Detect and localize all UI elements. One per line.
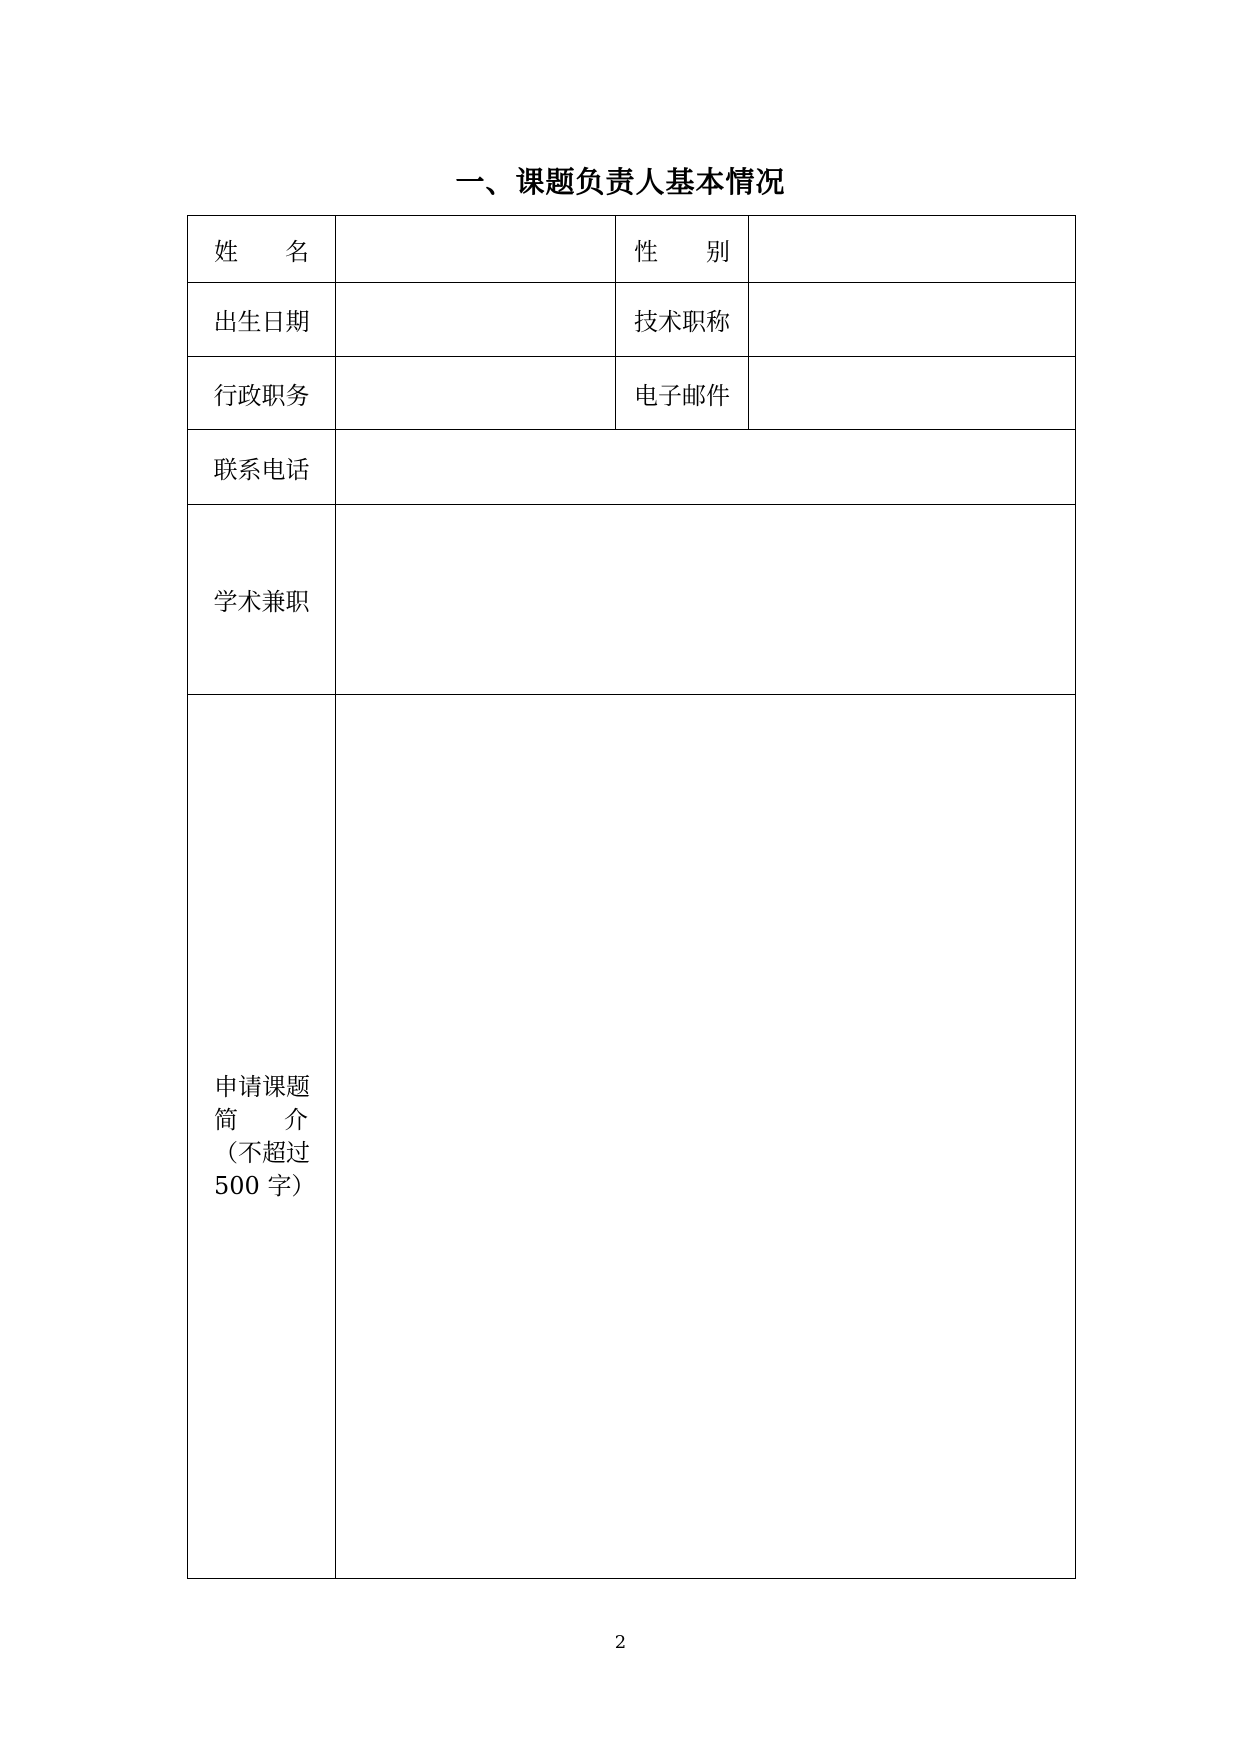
name-field[interactable] xyxy=(336,216,616,283)
name-label-char-2: 名 xyxy=(285,237,309,266)
academic-part-time-field[interactable] xyxy=(336,505,1076,695)
page-number: 2 xyxy=(614,1632,627,1653)
intro-label-line-2-char-1: 简 xyxy=(214,1105,238,1134)
gender-label-char-1: 性 xyxy=(634,237,658,266)
phone-field[interactable] xyxy=(336,430,1076,505)
row-academic xyxy=(188,505,1076,695)
email-label: 电子邮件 xyxy=(616,357,749,430)
applicant-info-table xyxy=(187,215,1076,1579)
intro-field[interactable] xyxy=(336,695,1076,1579)
row-admin-email xyxy=(188,357,1076,430)
intro-label-line-4: 500 字） xyxy=(214,1171,316,1200)
tech-title-label: 技术职称 xyxy=(616,283,749,357)
phone-label: 联系电话 xyxy=(188,430,336,505)
admin-position-field[interactable] xyxy=(336,357,616,430)
row-phone xyxy=(188,430,1076,505)
gender-label-char-2: 别 xyxy=(706,237,730,266)
birth-date-field[interactable] xyxy=(336,283,616,357)
name-label xyxy=(188,216,336,283)
email-field[interactable] xyxy=(749,357,1076,430)
academic-part-time-label: 学术兼职 xyxy=(188,505,336,695)
gender-field[interactable] xyxy=(749,216,1076,283)
intro-label xyxy=(188,695,336,1579)
row-birth-title xyxy=(188,283,1076,357)
gender-label xyxy=(616,216,749,283)
row-intro xyxy=(188,695,1076,1579)
row-name-gender xyxy=(188,216,1076,283)
page-title: 一、课题负责人基本情况 xyxy=(455,165,786,199)
intro-label-line-2-char-2: 介 xyxy=(284,1105,308,1134)
name-label-char-1: 姓 xyxy=(214,237,238,266)
intro-label-line-1: 申请课题 xyxy=(214,1072,310,1101)
birth-date-label: 出生日期 xyxy=(188,283,336,357)
intro-label-line-2 xyxy=(214,1104,308,1137)
intro-label-line-3: （不超过 xyxy=(214,1138,310,1167)
tech-title-field[interactable] xyxy=(749,283,1076,357)
admin-position-label: 行政职务 xyxy=(188,357,336,430)
